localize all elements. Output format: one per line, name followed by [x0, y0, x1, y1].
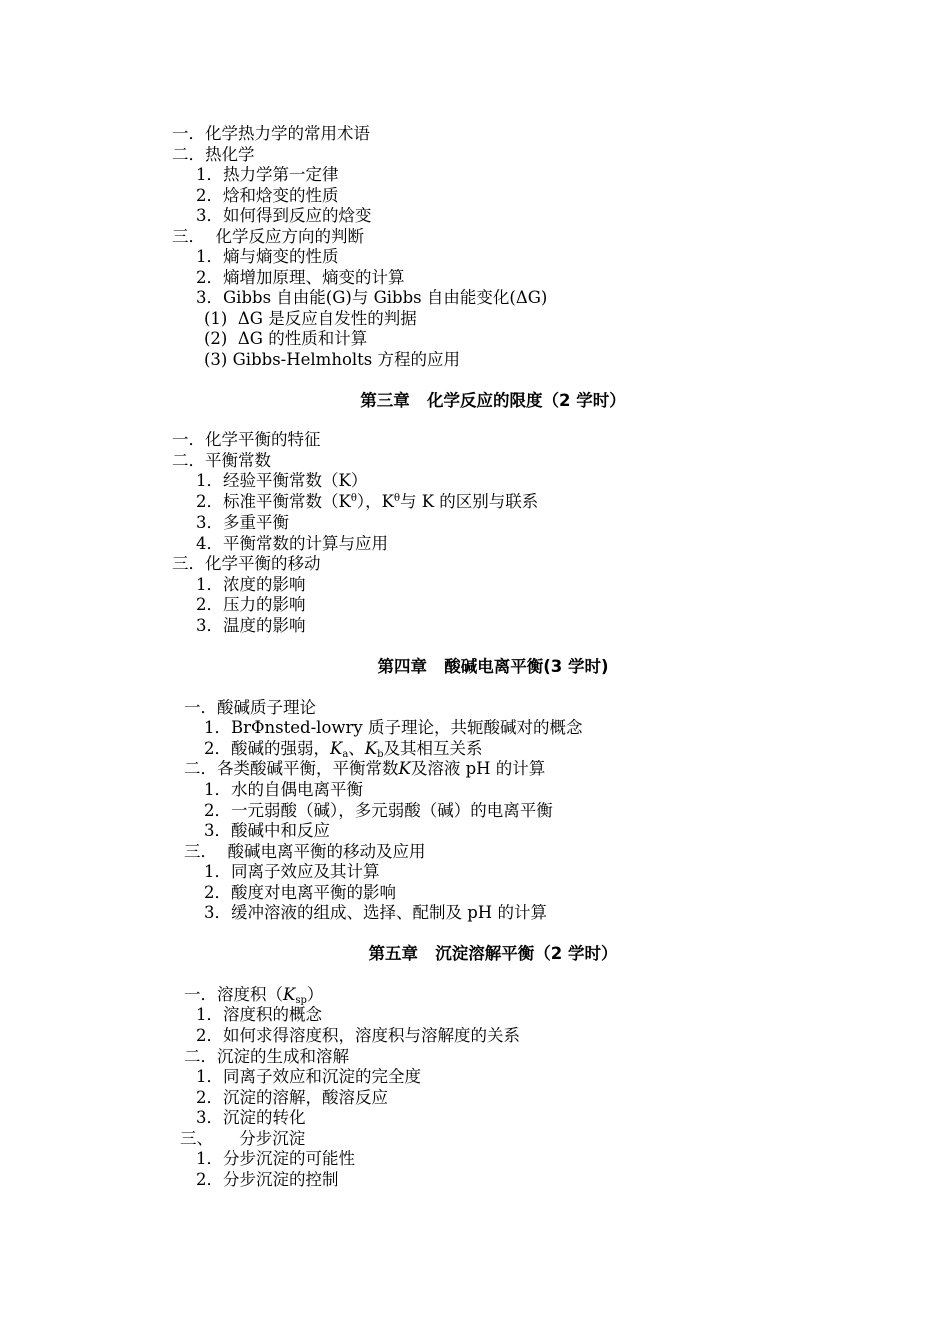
outline-item: 3．多重平衡 — [196, 513, 289, 532]
outline-item: 二．沉淀的生成和溶解 — [184, 1047, 349, 1066]
outline-item: 三．化学平衡的移动 — [172, 554, 321, 573]
chapter-5-title: 第五章 沉淀溶解平衡（2 学时） — [368, 944, 618, 963]
outline-item: 1．BrΦnsted-lowry 质子理论，共轭酸碱对的概念 — [204, 718, 583, 737]
outline-item: 2．一元弱酸（碱），多元弱酸（碱）的电离平衡 — [204, 801, 553, 820]
outline-item: 1．同离子效应及其计算 — [204, 862, 380, 881]
outline-item: 3．缓冲溶液的组成、选择、配制及 pH 的计算 — [204, 903, 547, 922]
outline-item: 三． 化学反应方向的判断 — [172, 227, 364, 246]
outline-item: 2．酸碱的强弱，$K_a$、$K_b$及其相互关系 — [204, 739, 483, 760]
outline-item: 2．如何求得溶度积，溶度积与溶解度的关系 — [196, 1026, 520, 1045]
outline-item: 3．沉淀的转化 — [196, 1108, 306, 1127]
outline-item: 1．分步沉淀的可能性 — [196, 1149, 355, 1168]
outline-item: 一．化学平衡的特征 — [172, 430, 321, 449]
outline-item: 3．Gibbs 自由能(G)与 Gibbs 自由能变化(ΔG) — [196, 288, 548, 307]
chapter-4-title: 第四章 酸碱电离平衡(3 学时) — [377, 657, 609, 676]
chapter-3-title: 第三章 化学反应的限度（2 学时） — [360, 391, 626, 410]
outline-item: 4．平衡常数的计算与应用 — [196, 534, 388, 553]
outline-item: 3．酸碱中和反应 — [204, 821, 330, 840]
outline-item: 1．浓度的影响 — [196, 575, 306, 594]
outline-item: 2．标准平衡常数$(K^\theta)$，$K^\theta$与 K 的区别与联系 — [196, 492, 539, 511]
outline-item: (1) ΔG 是反应自发性的判据 — [204, 309, 417, 328]
outline-item: 1．同离子效应和沉淀的完全度 — [196, 1067, 421, 1086]
outline-item: 1．热力学第一定律 — [196, 165, 339, 184]
outline-item: 三． 酸碱电离平衡的移动及应用 — [184, 842, 426, 861]
outline-item: 二．平衡常数 — [172, 451, 271, 470]
outline-item: 一．化学热力学的常用术语 — [172, 124, 370, 143]
outline-item: 2．熵增加原理、熵变的计算 — [196, 268, 405, 287]
outline-item: (3) Gibbs-Helmholts 方程的应用 — [204, 350, 460, 369]
outline-item: 二．各类酸碱平衡，平衡常数K及溶液 pH 的计算 — [184, 759, 546, 778]
outline-item: 1．水的自偶电离平衡 — [204, 780, 363, 799]
outline-item: 1．熵与熵变的性质 — [196, 247, 339, 266]
outline-item: 2．焓和焓变的性质 — [196, 186, 339, 205]
outline-item: 一．酸碱质子理论 — [184, 698, 316, 717]
outline-item: 1．经验平衡常数（K） — [196, 471, 368, 490]
outline-item: 一．溶度积$(K_{sp})$ — [184, 985, 324, 1006]
outline-item: (2) ΔG 的性质和计算 — [204, 329, 368, 348]
outline-item: 3．温度的影响 — [196, 616, 306, 635]
outline-item: 2．压力的影响 — [196, 595, 306, 614]
outline-item: 3．如何得到反应的焓变 — [196, 206, 372, 225]
outline-item: 2．沉淀的溶解，酸溶反应 — [196, 1088, 388, 1107]
outline-item: 1．溶度积的概念 — [196, 1005, 322, 1024]
outline-item: 二．热化学 — [172, 145, 255, 164]
outline-item: 2．分步沉淀的控制 — [196, 1170, 339, 1189]
outline-item: 三、 分步沉淀 — [180, 1129, 306, 1148]
outline-item: 2．酸度对电离平衡的影响 — [204, 883, 396, 902]
